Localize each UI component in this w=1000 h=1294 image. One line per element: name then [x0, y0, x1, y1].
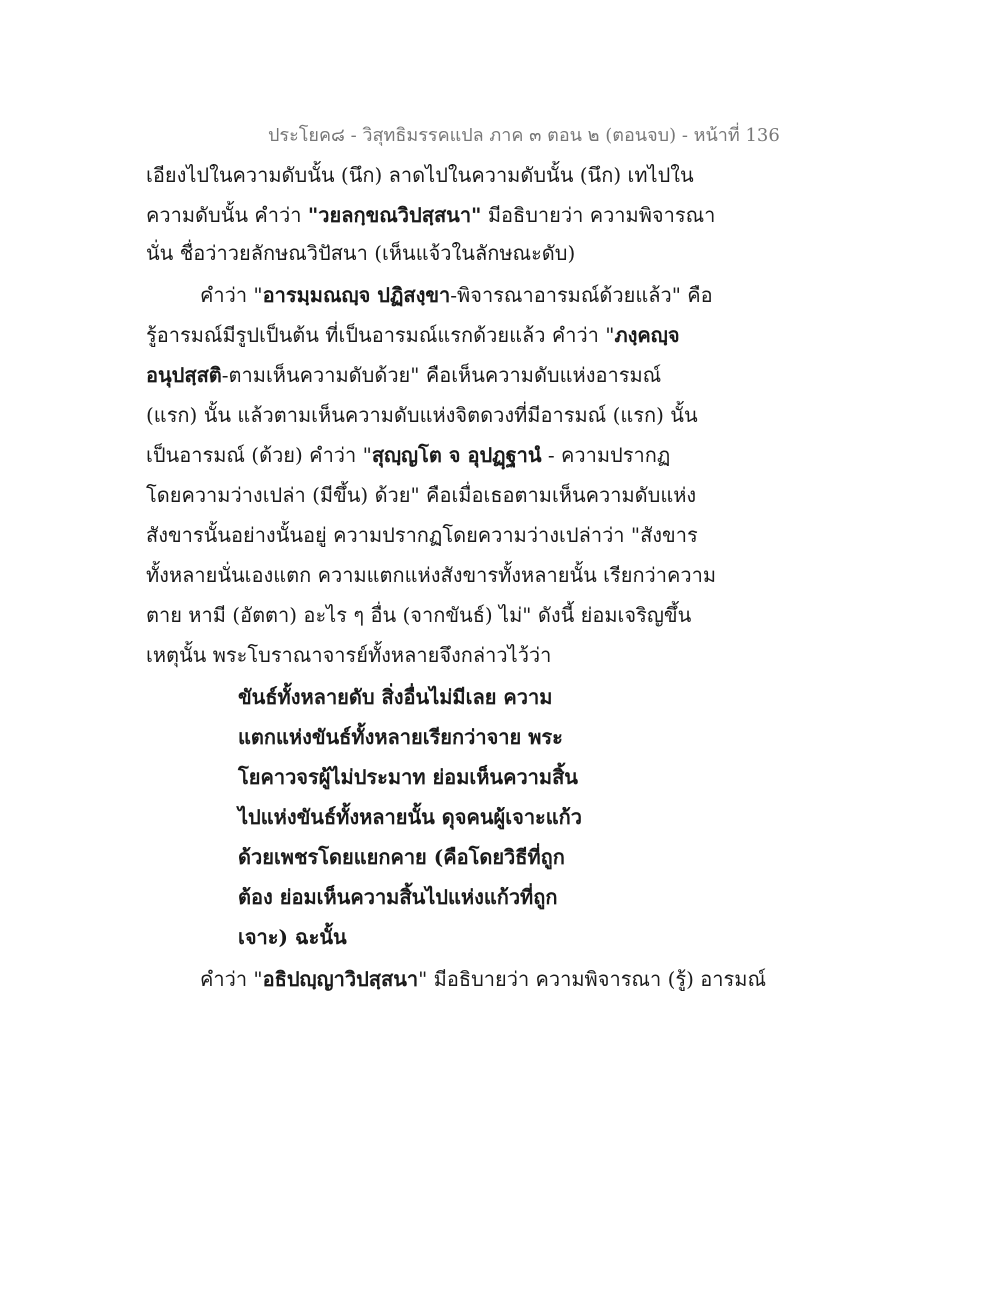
pali-term: อนุปสฺสติ [146, 363, 222, 387]
text-line [146, 202, 715, 228]
pali-term: สุญฺญโต จ อุปฏฺฐานํ [371, 443, 542, 467]
verse-line: ไปแห่งขันธ์ทั้งหลายนั้น ดุจคนผู้เจาะแก้ว [238, 805, 583, 829]
text-line: เหตุนั้น พระโบราณาจารย์ทั้งหลายจึงกล่าวไว้ว่า [146, 643, 552, 667]
text-line [146, 442, 670, 468]
text-span: -พิจารณาอารมณ์ด้วยแล้ว" คือ [450, 283, 713, 307]
text-line: นั่น ชื่อว่าวยลักษณวิปัสนา (เห็นแจ้วในลักษณะดับ) [146, 241, 576, 265]
text-span: ความดับนั้น คำว่า [146, 203, 308, 227]
verse-line: เจาะ) ฉะนั้น [238, 925, 347, 949]
text-span: " มีอธิบายว่า ความพิจารณา (รู้) อารมณ์ [418, 967, 766, 991]
text-line [200, 966, 766, 992]
pali-term: อารมฺมณญฺจ ปฏิสงฺขา [262, 283, 451, 307]
text-line [200, 282, 713, 308]
verse-line: ต้อง ย่อมเห็นความสิ้นไปแห่งแก้วที่ถูก [238, 885, 558, 909]
text-line: สังขารนั้นอย่างนั้นอยู่ ความปรากฏโดยความว่างเปล่าว่า "สังขาร [146, 523, 698, 547]
text-line: โดยความว่างเปล่า (มีขึ้น) ด้วย" คือเมื่อเธอตามเห็นความดับแห่ง [146, 483, 697, 507]
text-span: มีอธิบายว่า ความพิจารณา [481, 203, 716, 227]
text-span: -ตามเห็นความดับด้วย" คือเห็นความดับแห่งอารมณ์ [221, 363, 662, 387]
text-line: เอียงไปในความดับนั้น (นึก) ลาดไปในความดับนั้น (นึก) เทไปใน [146, 163, 694, 187]
text-line [146, 322, 680, 348]
text-span: เป็นอารมณ์ (ด้วย) คำว่า " [146, 443, 372, 467]
verse-line: แตกแห่งขันธ์ทั้งหลายเรียกว่าจาย พระ [238, 725, 563, 749]
text-span: - ความปรากฏ [541, 443, 671, 467]
text-span: รู้อารมณ์มีรูปเป็นต้น ที่เป็นอารมณ์แรกด้วยแล้ว คำว่า " [146, 323, 615, 347]
text-line: ตาย หามี (อัตตา) อะไร ๆ อื่น (จากขันธ์) ไม่" ดังนี้ ย่อมเจริญขึ้น [146, 603, 692, 627]
verse-line: โยคาวจรผู้ไม่ประมาท ย่อมเห็นความสิ้น [238, 765, 578, 789]
text-span: คำว่า " [200, 283, 263, 307]
verse-line: ขันธ์ทั้งหลายดับ สิ่งอื่นไม่มีเลย ความ [238, 685, 553, 709]
pali-term: "วยลกฺขณวิปสฺสนา" [307, 203, 482, 227]
pali-term: อธิปญฺญาวิปสฺสนา [262, 967, 419, 991]
pali-term: ภงฺคญฺจ [614, 323, 680, 347]
text-line: ทั้งหลายนั่นเองแตก ความแตกแห่งสังขารทั้งหลายนั้น เรียกว่าความ [146, 563, 717, 587]
text-line: (แรก) นั้น แล้วตามเห็นความดับแห่งจิตดวงที่มีอารมณ์ (แรก) นั้น [146, 403, 698, 427]
page-header: ประโยค๘ - วิสุทธิมรรคแปล ภาค ๓ ตอน ๒ (ตอนจบ) - หน้าที่ 136 [268, 125, 780, 146]
text-line [146, 362, 661, 388]
verse-line: ด้วยเพชรโดยแยกคาย (คือโดยวิธีที่ถูก [238, 845, 565, 869]
text-span: คำว่า " [200, 967, 263, 991]
